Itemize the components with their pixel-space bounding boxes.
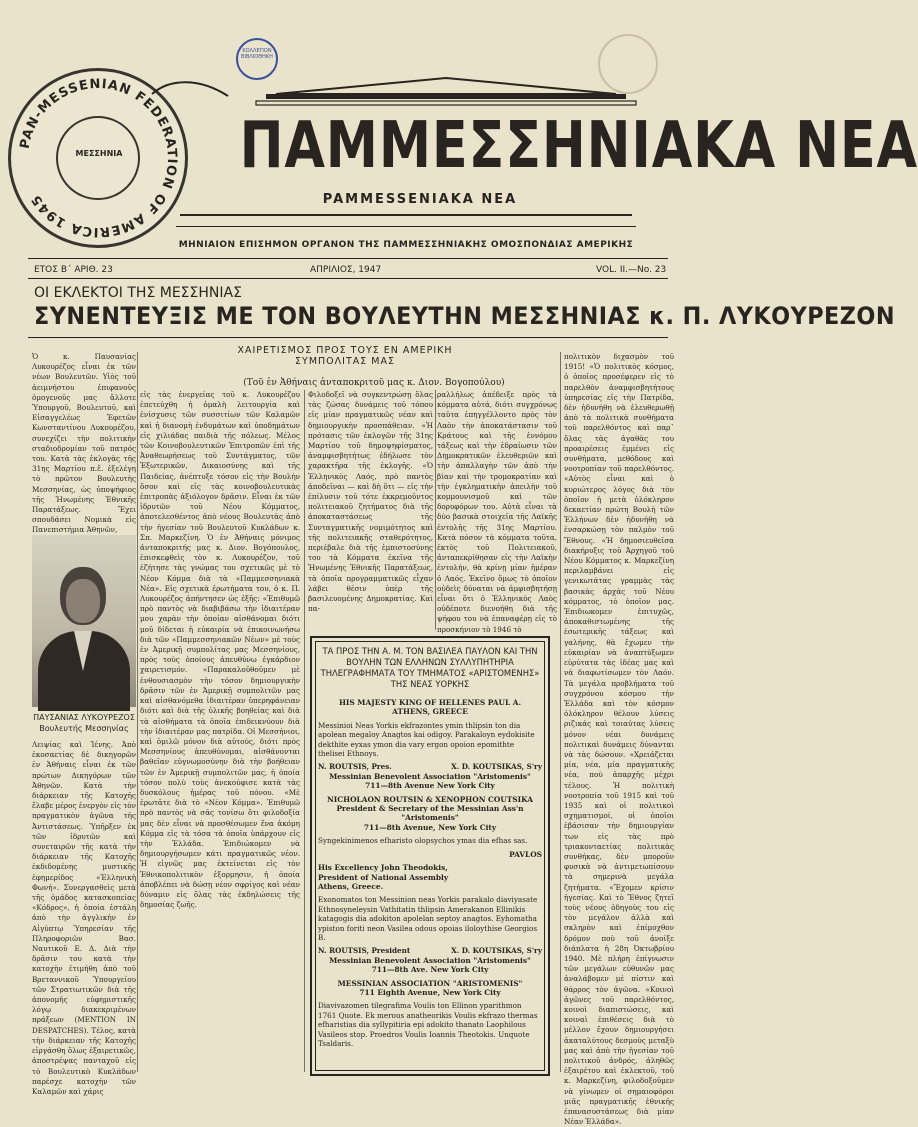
photo-caption [32,712,136,734]
tg-m1-addr: 711—8th Avenue New York City [365,781,495,791]
masthead-rule [180,214,632,217]
article-column-2: εἰς τὰς ἐνεργείας τοῦ κ. Λυκουρέζου ἐπετεύχθη ἡ ὁμαλὴ λειτουργία καὶ ἐνίσχυσις τῶν συσσιτίων τῶν Καλαμῶν καὶ ἡ διανομὴ ἐνδυμάτων καὶ ὑποδημάτων εἰς χιλιάδας παιδιὰ τῆς πόλεως. Μέλος τῶν Κοινοβουλευτικῶν Ἐπιτροπῶν ἐπὶ τῆς Ἀναθεωρήσεως τοῦ Συντάγματος, τῶν Ἐξωτερικῶν, Δικαιοσύνης καὶ τῆς Παιδείας, ἀνέπτυξε τόσον εἰς τὴν Βουλὴν ὅσον καὶ εἰς τὰς κοινοβουλευτικὰς ἐπιτροπὰς ἀξιόλογον δρᾶσιν. Εἶναι ἐκ τῶν ἱδρυτῶν τοῦ Νέου Κόμματος, ἀποτελεσθέντος ἀπὸ νέους Βουλευτὰς ἀπὸ τὴν ἡγεσίαν τοῦ Βουλευτοῦ Κυκλάδων κ. Σπ. Μαρκεζίνη. Ὁ ἐν Ἀθήναις μόνιμος ἀνταποκριτής μας κ. Διον. Βογόπουλος, ἐπισκεφθεὶς τὸν κ. Λυκουρέζον, τοῦ ἐζήτησε τὰς γνώμας του σχετικῶς μὲ τὸ Νέον Κόμμα διὰ τὰ «Παμμεσσηνιακὰ Νέα». Εἰς σχετικὰ ἐρωτήματα του, ὁ κ. Π. Λυκουρέζος ἀπήντησεν ὡς ἑξῆς: «Ἐπιθυμῶ πρὸ παντὸς νὰ διαβιβάσω τὴν ἰδιαιτέραν μου χαρὰν τὴν ὁποίαν αἰσθάνομαι διότι μοῦ δίδεται ἡ εὐκαιρία νὰ ἐπικοινωνήσω διὰ τῶν «Παμμεσσηνιακῶν Νέων» μὲ τοὺς ἐν Ἀμερικῇ συμπολίτας μας Μεσσηνίους, πρὸς τοὺς ὁποίους ἀπευθύνω ἐγκάρδιον χαιρετισμόν. «Παρακαλοῦθοῦμεν μὲ ἐνθουσιασμὸν τὴν τόσον δημιουργικὴν δρᾶσιν τῶν ἐν Ἀμερικῇ συμπολιτῶν μας καὶ αἰσθανόμεθα ἰδιαιτέραν ὑπερηφάνειαν διότι καὶ διὰ τῆς ὑλικῆς βοηθείας καὶ διὰ τὰ αἰσθήματα τὰ ὁποῖα ἐπιδεικνύουν διὰ τὴν ἰδιαιτέραν μας πατρίδα. Οἱ Μεσσήνιοι, καὶ ὁμιλῶ μόνον διὰ αὐτούς, διότι πρὸς Μεσσηνίους ἀπευθύνομαι, αἰσθάνονται βαθεῖαν εὐγνωμοσύνην διὰ τὴν βοήθειαν τῶν ἐν Ἀμερικῇ συμπολιτῶν μας, ἡ ὁποία τόσον πολὺ τοὺς ἀνεκούφισε κατὰ τὰς δυσκόλους ἡμέρας τοῦ πόνου. «Μὲ ἐρωτᾶτε διὰ τὸ «Νέον Κόμμα». Ἐπιθυμῶ πρὸ παντὸς νὰ σᾶς τονίσω ὅτι φιλοδοξία μας δὲν εἶναι νὰ προσθέσωμεν ἕνα ἀκόμη Κόμμα εἰς τὰ τόσα τὰ ὁποῖα ὑπάρχουν εἰς τὴν Ἑλλάδα. Ἐπιδιώκομεν νὰ δημιουργήσωμεν κάτι πραγματικῶς νέον. Ἡ εἰγνῶς μας ἐκτείνεται εἰς τὸν Ἐθνικοπολιτικὸν ἐξορμησιν, ἡ ὁποία ἀποβλέπει νὰ δώσῃ νέον σφρίγος καὶ νέαν δύναμιν εἰς ὅλας τὰς ἐκδηλώσεις τῆς δημοσίας ζωῆς. [140,390,300,910]
tg-m2-addr: 711—8th Avenue, New York City [363,822,497,832]
tg-m1-to: HIS MAJESTY KING OF HELLENES PAUL A. [338,698,522,707]
newspaper-title: ΠΑΜΜΕΣΣΗΝΙΑΚΑ ΝΕΑ [239,109,918,183]
tg-m3-sign-right: X. D. KOUTSIKAS, S'ry [451,946,542,956]
tg-m1-assoc: Messinian Benevolent Association "Aristomenis" [329,771,531,781]
tg-m3-role: President of National Assembly [318,872,449,882]
tg-m2-role: President & Secretary of the Messinian Ass'n "Aristomenis" [336,804,524,823]
article-headline: ΣΥΝΕΝΤΕΥΞΙΣ ΜΕ ΤΟΝ ΒΟΥΛΕΥΤΗΝ ΜΕΣΣΗΝΙΑΣ κ. Π. ΛΥΚΟΥΡΕΖΟΝ [34,302,895,330]
column-rule-1 [137,352,138,1072]
seal-center-label: ΜΕΣΣΗΝΙΑ [75,149,123,158]
section-heading: ΟΙ ΕΚΛΕΚΤΟΙ ΤΗΣ ΜΕΣΣΗΝΙΑΣ [34,285,242,301]
headline-rule [28,337,668,338]
top-rule [28,258,668,259]
article-column-1-bottom: Λειψίας καὶ Ἰένης. Ἀπὸ ἐκοσαετίας δὲ δικηγορῶν ἐν Ἀθήναις εἶναι ἐκ τῶν πρώτων Δικηγόρων τῶν Ἀθηνῶν. Κατὰ τὴν διάρκειαν τῆς Κατοχῆς ἔλαβε μέρος ἐνεργὸν εἰς τὸν πραγματικὸν ἀγῶνα τῆς Ἀντιστάσεως. Ὑπῆρξεν ἐκ τῶν ἱδρυτῶν καὶ συνεταιρῶν τῆς κατὰ τὴν διάρκειαν τῆς Κατοχῆς ἐκδιδομένης μυστικῆς ἐφημερίδος «Ἐλληνικὴ Φωνή». Συνεργασθεὶς μετὰ τῆς ὁμάδος κατασκοπείας «Κόδρος», ἡ ὁποία ἐστάλη ἀπὸ τὴν ἀγγλικὴν ἐν Αἰγύπτῳ Ὑπηρεσίαν τῆς Πληροφοριῶν Βασ. Ναυτικοῦ Ε. Δ. Διὰ τὴν δρᾶσιν του κατὰ τὴν κατοχὴν ἐτιμήθη ἀπὸ τοῦ Βρεταννικοῦ Ὑπουργείου τῶν Στρατιωτικῶν διὰ τῆς ἀπονομῆς εὐφημιστικῆς λόγῳ διακεκριμένων πράξεων (MENTION IN DESPATCHES). Τέλος, κατὰ τὴν διάρκειαν τῆς Κατοχῆς εἰργάσθη ὅλως ἐξαιρετικῶς, ἀποστρέψας πανταχοῦ εἰς τὸ Βουλευτικὸ Κυκλάδων παρέσχε κατοχὴν τῶν Καλαμῶν καὶ χάρις [32,740,136,1096]
tg-m2-body: Syngekinimenos efharisto olopsychos ymas dia efhas sas. [318,836,528,846]
tg-m4-from: MESSINIAN ASSOCIATION "ARISTOMENIS" [337,978,523,988]
seal-inner-ring [56,116,140,200]
portrait-photo [32,535,136,707]
tg-m3-place: Athens, Greece. [318,881,384,891]
article-column-5: πολιτικὸν διχασμὸν τοῦ 1915! «Ὁ πολιτικὸς κόσμος, ὁ ὁποῖος προσέφερεν εἰς τὸ παρελθὸν ἀναμφισβητήτους ὑπηρεσίας εἰς τὴν Πατρίδα, δὲν ἠδυνήθη νὰ ἐλευθερωθῇ ἀπὸ τὰ πολιτικὰ συνθήματα τοῦ παρελθόντος καὶ παρ᾽ ὅλας τὰς ἀγαθὰς του προαιρέσεις ἐμμένει εἰς συνθήματα, μεθόδους καὶ νοοτροπίαν τοῦ παρελθόντος. «Αὐτὸς εἶναι καὶ ὁ κυριώτερος λόγος διὰ τὸν ὁποῖον ἡ μετὰ ὁλόκληρον δεκαετίαν πρώτη Βουλὴ τῶν Ἑλλήνων δὲν ἠδυνήθη νὰ ἐνσαρκώσῃ τὸν παλμὸν τοῦ Ἔθνους. «Ἡ δημοσιευθεῖσα διακήρυξις τοῦ Ἀρχηγοῦ τοῦ Νέου Κόμματος κ. Μαρκεζίνη περιλαμβάνει εἰς γενικωτάτας γραμμὰς τὰς βασικὰς ἀρχάς τοῦ Νέου κόμματος, τὸ ὁποῖον μας. Ἐπιδιωκομεν ἐπιτυχῶς, ἀποκαθιστωμένης τῆς ἐσωτερικῆς τάξεως καὶ γαλήνης, θὰ ἔχωμεν τὴν εὐκαιρίαν νὰ ἀναπτύξωμεν εὐρύτατα τὰς ἰδέας μας καὶ νὰ διαφωτίσωμεν τὸν Λαόν. Τὰ μεγάλα προβλήματα τοῦ συγχρόνου κόσμου τὴν Ἑλλάδα καὶ τὸν κόσμον ὁλόκληρον θέλουν λύσεις ριζικάς καὶ τοιαύτας λύσεις μόνον νέαι δυνάμεις πολιτικαὶ δυνάμεις δύνανται νὰ τὰς δώσουν. «Χρειάζεται μία, νέα, μία πραγματικὴς νέα, ποὺ ἀπαρχῆς μέχρι τέλους. Ἡ πολιτικὴ νοοτροπία τοῦ 1915 καὶ τοῦ 1935 καὶ οἱ πολιτικοὶ σχηματισμοί, οἱ ὁποῖοι ἐβάσισαν τὴν δημιουργίαν των εἰς τὰς πρὸ τριακονταετίας πολιτικὰς συνθήκας, δὲν μποροῦν φυσικὰ νὰ ἀντιμετωπίσουν τὰ σημερινὰ μεγάλα ζητήματα. «Ἔχομεν κρίσιν ἡγεσίας. Καὶ τὸ Ἔθνος ζητεῖ τοὺς νέους ὁδηγοὺς του εἰς τὸν μεγάλον ἀλλὰ καὶ σκληρὸν καὶ ἐπίμοχθον δρόμον ποὺ τοῦ ἀνοίξε διάπλατα ἡ 28η Ὀκτωβρίου 1940. Μὲ πλήρη ἐπίγνωσιν τῶν μεγάλων εὐθυνῶν μας ἀναλάβομεν μὲ πίστιν καὶ θάρρος τὸν ἀγῶνα. «Κοινοὶ ἀγῶνες τοῦ παρελθόντος, κοινοὶ διαπιστώσεις, καὶ κοιναὶ ἐπιθέσεις διὰ τὸ μέλλον ἔχουν δημιουργήσει ἀκαταλύτους δεσμοὺς μεταξὺ μας καὶ ἀπὸ τὴν ἡγεσίαν τοῦ πολιτικοῦ ἀνδρός, ἀληθῶς ἐξαιρέτου καὶ ἐκλεκτοῦ, τοῦ κ. Μαρκεζίνη, φιλοδοξοῦμεν νὰ γίνωμεν οἱ σημαιοφόροι μιᾶς πραγματικῆς ἐθνικῆς ἐπανασυστάσεως διὰ μίαν Νέαν Ἑλλάδα». [564,352,674,1127]
tg-m2-from: NICHOLAON ROUTSIN & XENOPHON COUTSIKA [327,794,533,804]
tg-m1-sign-left: N. ROUTSIS, Pres. [318,762,392,772]
seal-text: PAN-MESSENIAN FEDERATION OF AMERICA 1945 [17,76,180,240]
column-rule-2 [304,390,305,1072]
article-column-4: ραλλήλως ἀπέδειξε πρὸς τὰ κόμματα αὐτά, διότι συγχρόνως ταῦτα ἐπηγγέλλοντο πρὸς τὸν Λαὸν τὴν ἀποκατάστασιν τοῦ Κράτους καὶ τῆς ἐννόμου τάξεως καὶ τὴν ἑδραίωσιν τῶν Δημοκρατικῶν ἐλευθεριῶν καὶ τὴν ἀπαλλαγὴν τῶν ἀπὸ τὴν βίαν καὶ τὴν τρομοκρατίαν καὶ τὴν ἐγκληματικὴν ἀπειλὴν τοῦ κομμουνισμοῦ καὶ τῶν δορυφόρων του. Αὐτὰ εἶναι τὰ δύο βασικὰ στοιχεῖα τῆς Λαϊκῆς ἐντολῆς τῆς 31ης Μαρτίου. Κατὰ πόσον τὰ κόμματα τοῦτα, ἐκτὸς τοῦ Πολιτειακοῦ, ἀνταπεκρίθησαν εἰς τὴν Λαϊκὴν ἐντολήν, θὰ κρίνῃ μίαν ἡμέραν ὁ Λαός. Ἐκεῖνο ὅμως τὸ ὁποῖον οὐδεὶς δύναται νὰ ἀμφισβητήσῃ εἶναι ὅτι ὁ Ἑλληνικὸς Λαὸς οὐδέποτε διενοήθη διὰ τῆς ψήφου του νὰ ἐπαναφέρῃ εἰς τὸ προσκήνιον τὸ 1946 τὸ [437,390,557,634]
tg-m4-addr: 711 Eighth Avenue, New York City [359,987,501,997]
correspondent-byline: (Τοῦ ἐν Ἀθήναις ἀνταποκριτοῦ μας κ. Διον. Βογοπούλου) [243,378,505,388]
library-stamp [236,38,278,80]
temple-ornament [236,76,656,106]
photo-caption-name: ΠΑΥΣΑΝΙΑΣ ΛΥΚΟΥΡΕΖΟΣ [33,713,135,722]
tg-m2-sign: PAVLOS [509,849,542,859]
tg-m3-assoc: Messinian Benevolent Association "Aristomenis" [329,955,531,965]
telegram-title: ΤΑ ΠΡΟΣ ΤΗΝ Α. Μ. ΤΟΝ ΒΑΣΙΛΕΑ ΠΑΥΛΟΝ ΚΑΙ ΤΗΝ ΒΟΥΛΗΝ ΤΩΝ ΕΛΛΗΝΩΝ ΣΥΛΛΥΠΗΤΗΡΙΑ ΤΗΛΕΓΡΑΦΗΜΑΤΑ ΤΟΥ ΤΜΗΜΑΤΟΣ «ΑΡΙΣΤΟΜΕΝΗΣ» ΤΗΣ ΝΕΑΣ ΥΟΡΚΗΣ [320,646,540,689]
library-stamp-text: ΚΟΛΛΕΓΙΟΝ ΒΙΒΛΙΟΘΗΚΗ [241,48,273,60]
tg-m1-signatures [318,762,542,771]
tg-m3-to: His Excellency John Theodokis, [318,863,448,873]
tg-m4-body: Diavivazomen tilegrafima Voulis ton Ellinon yparithmon 1761 Quote. Ek merous anatheorikis Voulis ekfrazo thermas efharistias dia syllypitiria epi adokito thanato Laophilous Vasileos stop. Proedros Voulis Ioannis Theotokis. Unquote Tsaldaris. [318,1001,538,1048]
article-column-3: Φιλοδοξεῖ νὰ συγκεντρώσῃ ὅλας τὰς ζώσας δυνάμεις τοῦ τόπου εἰς μίαν πραγματικῶς νέαν καὶ δημιουργικὴν προσπάθειαν. «Ἡ πρότασις τῶν ἐκλογῶν τῆς 31ης Μαρτίου τοῦ δημοψηφίσματος, ἀναμφισβητήτως ἐδήλωσε τὸν χαρακτῆρα τῆς ἐκλογῆς. «Ὁ Ἑλληνικὸς Λαός, πρὸ παντὸς ἀποδεῖναι — καὶ δὴ ὅτι — εἰς τὴν ἐπίλυσιν τοῦ τότε ἐκκρεμοῦντος πολιτειακοῦ ζητήματος διὰ τῆς ἀποκαταστάσεως τῆς Συνταγματικῆς νομιμότητος καὶ τῆς πολιτειακῆς σταθερότητος, περιέβαλε διὰ τῆς ἐμπιστοσύνης του τὰ Κόμματα ἐκεῖνα τῆς Ἡνωμένης Ἐθνικῆς Παρατάξεως, τὰ ὁποῖα προγραμματικῶς εἶχαν λάβει θέσιν ὑπὲρ τῆς βασιλευομένης Δημοκρατίας. Καὶ πα- [308,390,433,614]
tg-m3-addr: 711—8th Ave. New York City [371,965,489,975]
tg-m3-body: Exonomatos ton Messinion neas Yorkis parakalo diaviyasate Ethnosyneleysin Vathitatin thlipsin Amerakanon Ellinikis katagogis dia adokiton apolelan septoy anagtos. Eyhomatha ypiston foriti neon Vasilea odous opoias iloloythise Georgios B. [318,895,538,942]
tg-m1-place: ATHENS, GREECE [392,707,468,717]
scroll-ornament-left [150,74,230,104]
meta-rule [28,278,668,279]
article-column-1-top: Ὁ κ. Παυσανίας Λυκουρέζος εἶναι ἐκ τῶν νέων Βουλευτῶν. Υἱὸς τοῦ ἀειμνήστου ἐπιφανοῦς ὁμογενοῦς μας ἄλλοτε Ὑπουργοῦ, Βουλευτοῦ, καὶ Εἰσαγγελέως Ἐφετῶν Κωνσταντίνου Λυκουρέζου, συνεχίζει τὴν πολιτικὴν σταδιοδρομίαν τοῦ πατρός του. Κατὰ τὰς ἐκλογὰς τῆς 31ης Μαρτίου π.ἔ. ἐξελέγη τὸ πρῶτον Βουλευτὴς Μεσσηνίας, ὡς ὑποψήφιος τῆς Ἡνωμένης Ἐθνικῆς Παρατάξεως. Ἔχει σπουδάσει Νομικὰ εἰς Πανεπιστήμια Ἀθηνῶν, [32,352,136,535]
issue-date: ΑΠΡΙΛΙΟΣ, 1947 [310,265,382,275]
tg-m3-sign-left: N. ROUTSIS, President [318,946,411,956]
tg-m3-signatures [318,946,542,955]
masthead-rule-2 [176,226,636,227]
photo-caption-role: Βουλευτής Μεσσηνίας [39,724,129,733]
column-rule-3 [435,390,436,630]
tg-m1-body: Messinioi Neas Yorkis ekfrazontes ymin thlipsin ton dia apolean megaloy Anagtos kai odigoy. Parakaloyn eydokisite dekthite eyxas ymon dia vary ergon opoion epomithte thelisei Ethnoys. [318,720,535,759]
telegram-body [318,698,542,1052]
tg-m1-sign-right: X. D. KOUTSIKAS, S'ry [451,762,542,772]
newspaper-subtitle: PAMMESSENIAKA NEA [322,192,518,207]
column-rule-4 [560,352,561,1072]
monthly-organ-line: ΜΗΝΙΑΙΟΝ ΕΠΙΣΗΜΟΝ ΟΡΓΑΝΟΝ ΤΗΣ ΠΑΜΜΕΣΣΗΝΙΑΚΗΣ ΟΜΟΣΠΟΝΔΙΑΣ ΑΜΕΡΙΚΗΣ [178,240,634,250]
greeting-subhead: ΧΑΙΡΕΤΙΣΜΟΣ ΠΡΟΣ ΤΟΥΣ ΕΝ ΑΜΕΡΙΚΗ ΣΥΜΠΟΛΙΤΑΣ ΜΑΣ [237,345,453,367]
volume-number: VOL. II.—No. 23 [596,265,667,275]
issue-number: ΕΤΟΣ Β΄ ΑΡΙΘ. 23 [34,265,113,275]
